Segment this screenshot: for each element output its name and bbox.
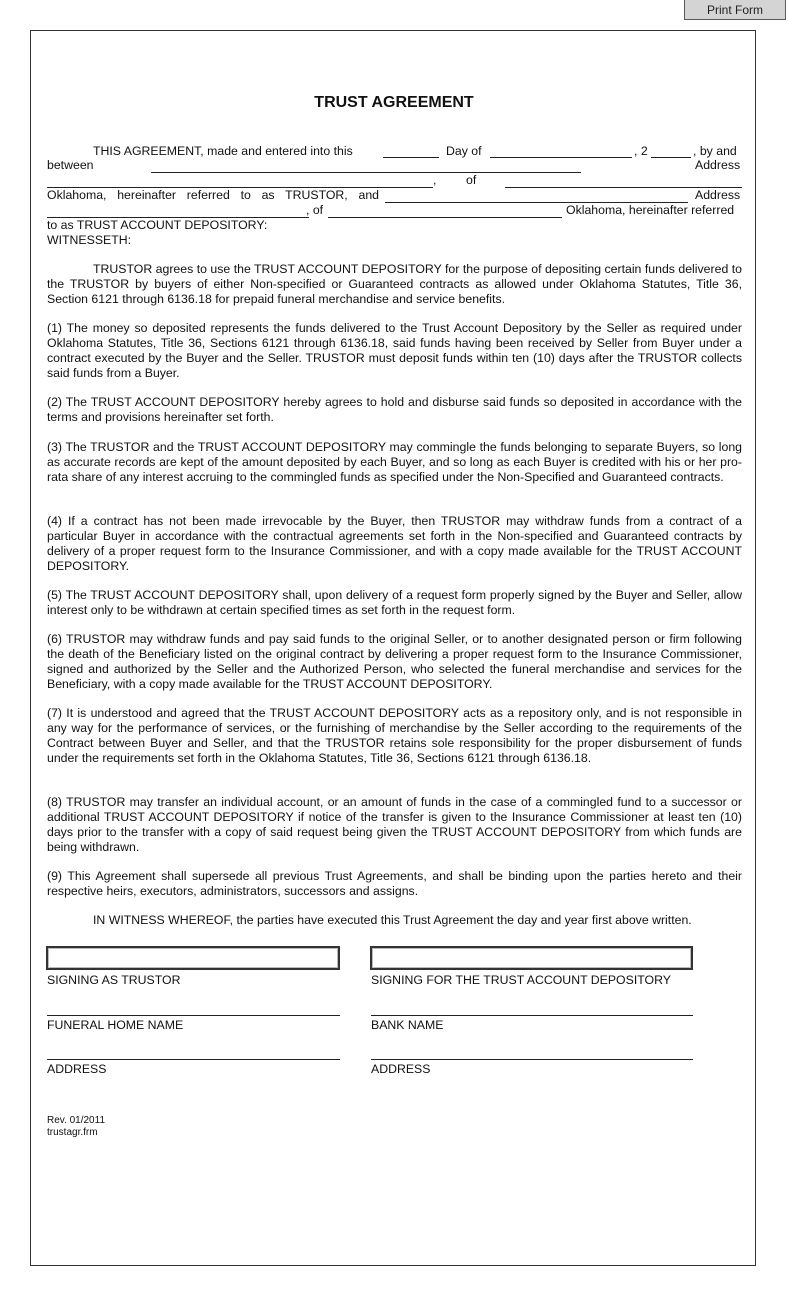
funeral-home-name-label: FUNERAL HOME NAME — [47, 1018, 184, 1032]
file-name-note: trustagr.frm — [47, 1127, 98, 1138]
clause-9: (9) This Agreement shall supersede all previous Trust Agreements, and shall be binding upon the parties hereto and their respective heirs, executors, administrators, successors and assigns. — [47, 869, 742, 898]
trustor-signature-label: SIGNING AS TRUSTOR — [47, 973, 181, 987]
trustor-signature-field[interactable] — [46, 946, 340, 970]
depository-signature-label: SIGNING FOR THE TRUST ACCOUNT DEPOSITORY — [371, 973, 671, 987]
bank-name-field[interactable] — [371, 1015, 693, 1016]
clause-6: (6) TRUSTOR may withdraw funds and pay said funds to the original Seller, or to another designated person or firm following the death of the Beneficiary listed on the original contract by delivering a proper request form to the Insurance Commissioner, signed and authorized by the Seller and the Authorized Person, who selected the funeral merchandise and services for the Beneficiary, with a copy made available for the TRUST ACCOUNT DEPOSITORY. — [47, 632, 742, 691]
trustor-address-signature-field[interactable] — [47, 1059, 340, 1060]
clause-3: (3) The TRUSTOR and the TRUST ACCOUNT DEPOSITORY may commingle the funds belonging to separate Buyers, so long as accurate records are kept of the amount deposited by each Buyer, and so long as each Buyer is credited with his or her pro-rata share of any interest accruing to the commingled funds as specified under the Non-Specified and Guaranteed contracts. — [47, 440, 742, 484]
bank-address-label: ADDRESS — [371, 1062, 431, 1076]
intro-text: to as TRUST ACCOUNT DEPOSITORY: — [47, 218, 268, 232]
clause-7: (7) It is understood and agreed that the TRUST ACCOUNT DEPOSITORY acts as a repository only, and is not responsible in any way for the performance of services, or the furnishing of merchandise by the Seller according to the requirements of the Contract between Buyer and Seller, and that the TRUSTOR retains sole responsibility for the proper disbursement of funds under the requirements set forth in the Oklahoma Statutes, Title 36, Sections 6121 through 6136.18. — [47, 706, 742, 765]
bank-name-label: BANK NAME — [371, 1018, 444, 1032]
preamble-paragraph: TRUSTOR agrees to use the TRUST ACCOUNT DEPOSITORY for the purpose of depositing certain funds delivered to the TRUSTOR by buyers of either Non-specified or Guaranteed contracts as allowed under Oklahoma Statutes, Title 36, Section 6121 through 6136.18 for prepaid funeral merchandise and service benefits. — [47, 262, 742, 306]
page-title: TRUST AGREEMENT — [314, 94, 474, 111]
print-form-button[interactable]: Print Form — [684, 0, 786, 20]
intro-text: Address — [695, 158, 741, 172]
revision-note: Rev. 01/2011 — [47, 1115, 106, 1126]
intro-text: , 2 — [634, 144, 648, 158]
trustor-address-label: ADDRESS — [47, 1062, 107, 1076]
intro-text: WITNESSETH: — [47, 233, 132, 247]
intro-text: Address — [695, 188, 741, 202]
month-field[interactable] — [490, 157, 632, 158]
clause-4: (4) If a contract has not been made irrevocable by the Buyer, then TRUSTOR may withdraw funds from a contract of a particular Buyer in accordance with the contractual agreements set forth in the Non-specified and Guaranteed contracts by delivery of a proper request form to the Insurance Commissioner, and with a copy made available for the TRUST ACCOUNT DEPOSITORY. — [47, 514, 742, 573]
day-number-field[interactable] — [383, 157, 439, 158]
intro-text: of — [466, 173, 477, 187]
intro-text: , — [433, 173, 437, 187]
witness-statement: IN WITNESS WHEREOF, the parties have executed this Trust Agreement the day and year first above written. — [93, 913, 692, 927]
intro-text: Day of — [446, 144, 482, 158]
intro-text: between — [47, 158, 94, 172]
bank-address-field[interactable] — [371, 1059, 693, 1060]
intro-text: THIS AGREEMENT, made and entered into this — [93, 144, 353, 158]
clause-5: (5) The TRUST ACCOUNT DEPOSITORY shall, upon delivery of a request form properly signed by the Buyer and Seller, allow interest only to be withdrawn at certain specified times as set forth in the request form. — [47, 588, 742, 617]
clause-1: (1) The money so deposited represents the funds delivered to the Trust Account Depository by the Seller as required under Oklahoma Statutes, Title 36, Sections 6121 through 6136.18, said funds having been received by Seller from Buyer under a contract executed by the Buyer and the Seller. TRUSTOR must deposit funds within ten (10) days after the TRUSTOR collects said funds from a Buyer. — [47, 321, 742, 380]
trustor-name-field[interactable] — [151, 172, 581, 173]
intro-text: Oklahoma, hereinafter referred — [566, 203, 735, 217]
intro-text: , by and — [693, 144, 737, 158]
intro-text: Oklahoma, hereinafter referred to as TRUSTOR, and — [47, 188, 379, 202]
year-field[interactable] — [651, 157, 691, 158]
clause-8: (8) TRUSTOR may transfer an individual account, or an amount of funds in the case of a commingled fund to a successor or additional TRUST ACCOUNT DEPOSITORY if notice of the transfer is given to the Insurance Commissioner at least ten (10) days prior to the transfer with a copy of said request being given the TRUST ACCOUNT DEPOSITORY from which funds are being withdrawn. — [47, 795, 742, 854]
intro-text: , of — [306, 203, 324, 217]
depository-city-field[interactable] — [328, 217, 562, 218]
depository-signature-field[interactable] — [370, 946, 693, 970]
funeral-home-name-field[interactable] — [47, 1015, 340, 1016]
clause-2: (2) The TRUST ACCOUNT DEPOSITORY hereby agrees to hold and disburse said funds so deposited in accordance with the terms and provisions hereinafter set forth. — [47, 395, 742, 424]
